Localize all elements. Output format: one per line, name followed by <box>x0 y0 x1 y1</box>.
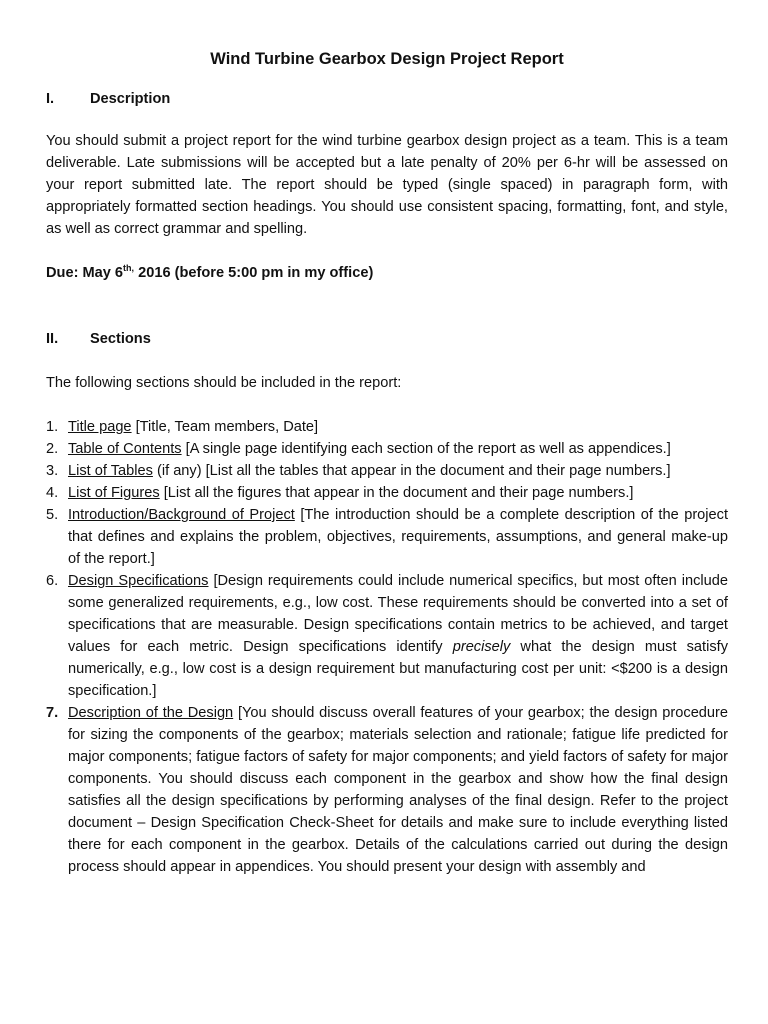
list-item-label: Description of the Design <box>68 705 234 721</box>
list-item-body <box>68 482 728 504</box>
list-item-text: [List all the figures that appear in the document and their page numbers.] <box>159 485 634 501</box>
list-item-body <box>68 570 728 702</box>
sections-intro: The following sections should be included in the report: <box>46 375 402 391</box>
list-item-number: 5. <box>46 507 59 523</box>
due-date-prefix: Due: May 6 <box>46 265 124 281</box>
list-item-body <box>68 460 728 482</box>
list-item <box>46 504 728 570</box>
section-number: II. <box>46 331 59 347</box>
section-number: I. <box>46 91 55 107</box>
list-item <box>46 702 728 878</box>
due-date-suffix: 2016 (before 5:00 pm in my office) <box>134 265 374 281</box>
list-item <box>46 438 728 460</box>
section-title: Sections <box>90 331 151 347</box>
list-item-number: 7. <box>46 705 59 721</box>
list-item <box>46 482 728 504</box>
section-heading-sections <box>46 328 728 350</box>
list-item-label: Title page <box>68 419 132 435</box>
section-title: Description <box>90 91 171 107</box>
list-item-text: [A single page identifying each section of the report as well as appendices.] <box>181 441 671 457</box>
list-item-text: (if any) [List all the tables that appear in the document and their page numbers.] <box>152 463 671 479</box>
sections-list <box>46 416 728 878</box>
list-item-body <box>68 504 728 570</box>
list-item <box>46 570 728 702</box>
list-item-text: [Design requirements could include numerical specifics, but most often include some generalized requirements, e.g., low cost. These requirements should be converted into a set of specifications that are measurable. Design specifications contain metrics to be achieved, and target values for each metric. Design specifications identify <box>68 573 728 655</box>
list-item <box>46 460 728 482</box>
list-item-label: List of Tables <box>68 463 153 479</box>
list-item-body <box>68 416 728 438</box>
list-item-number: 1. <box>46 419 59 435</box>
list-item-label: Table of Contents <box>68 441 182 457</box>
list-item-number: 2. <box>46 441 59 457</box>
list-item-body <box>68 702 728 878</box>
description-paragraph: You should submit a project report for the wind turbine gearbox design project as a team. This is a team deliverable. Late submissions will be accepted but a late penalty of 20% per 6-hr will be assessed on your report submitted late. The report should be typed (single spaced) in paragraph form, with appropriately formatted section headings. You should use consistent spacing, formatting, font, and style, as well as correct grammar and spelling. <box>46 133 728 237</box>
list-item-text: [You should discuss overall features of your gearbox; the design procedure for sizing the components of the gearbox; materials selection and rationale; fatigue life predicted for major components; fatigue factors of safety for major components; and yield factors of safety for major components. You should discuss each component in the gearbox and show how the final design satisfies all the design specifications by performing analyses of the final design. Refer to the project document – Design Specification Check-Sheet for details and make sure to include everything listed there for each component in the gearbox. Details of the calculations carried out during the design process should appear in appendices. You should present your design with assembly and <box>68 705 729 875</box>
list-item-body <box>68 438 728 460</box>
list-item-text-continued: what the design must satisfy numerically, e.g., low cost is a design requirement but manufacturing cost per unit: <$200 is a design specification.] <box>68 639 728 699</box>
list-item-label: Introduction/Background of Project <box>68 507 295 523</box>
list-item <box>46 416 728 438</box>
list-item-label: Design Specifications <box>68 573 209 589</box>
due-date-ordinal: th, <box>123 263 135 273</box>
list-item-text: [The introduction should be a complete description of the project that defines and explains the problem, objectives, requirements, assumptions, and general make-up of the report.] <box>68 507 728 567</box>
list-item-label: List of Figures <box>68 485 160 501</box>
list-item-text: [Title, Team members, Date] <box>131 419 319 435</box>
list-item-number: 4. <box>46 485 59 501</box>
document-title: Wind Turbine Gearbox Design Project Report <box>210 50 564 68</box>
list-item-number: 3. <box>46 463 59 479</box>
section-heading-description <box>46 88 728 110</box>
due-date <box>46 262 728 284</box>
list-item-number: 6. <box>46 573 59 589</box>
list-item-emphasis: precisely <box>452 639 511 655</box>
